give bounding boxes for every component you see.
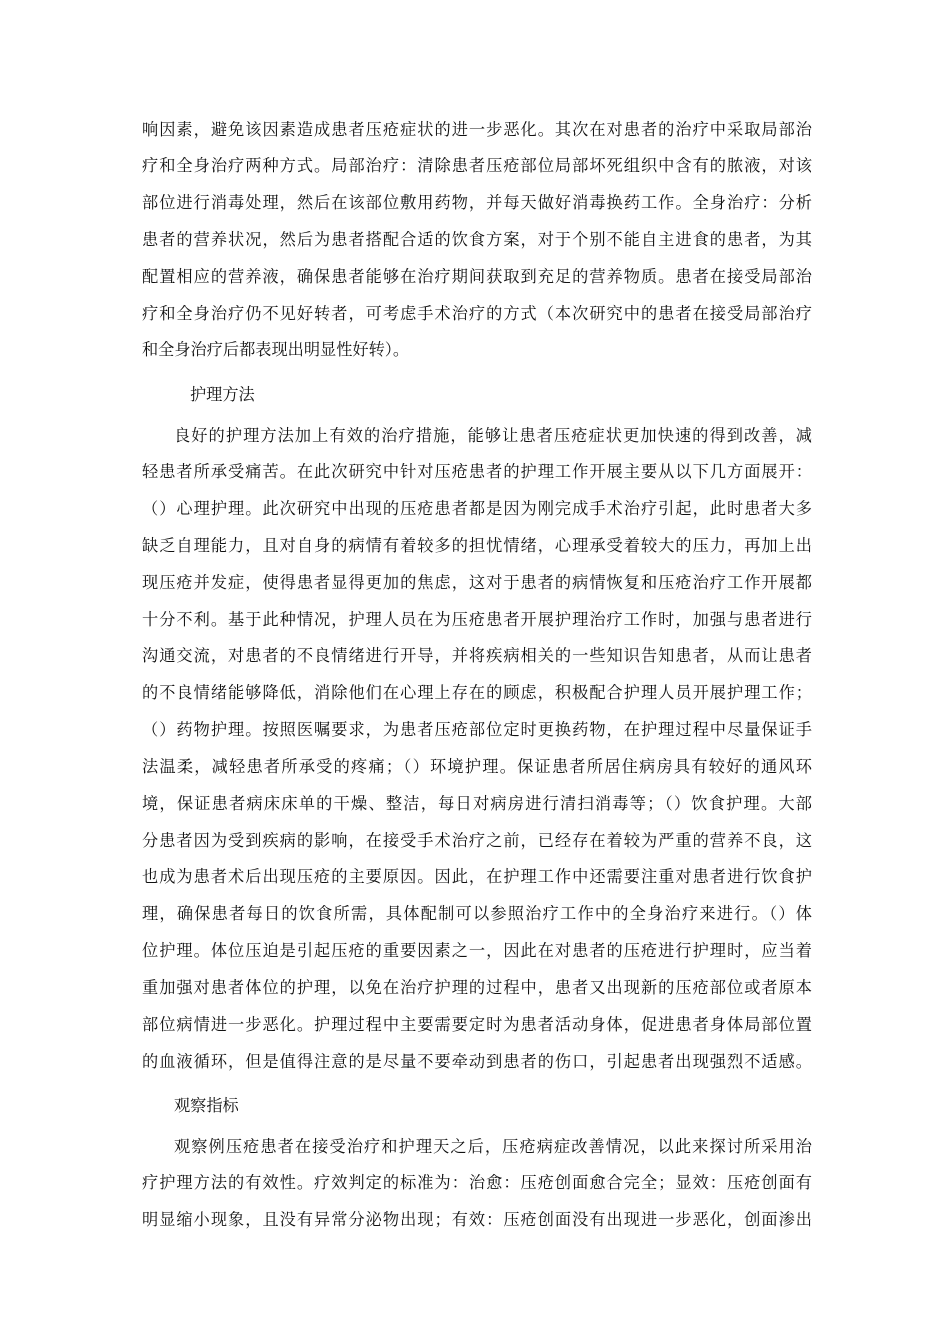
text-line: 轻患者所承受痛苦。在此次研究中针对压疮患者的护理工作开展主要从以下几方面展开： (142, 462, 812, 481)
text-line: 的血液循环，但是值得注意的是尽量不要牵动到患者的伤口，引起患者出现强烈不适感。 (142, 1052, 812, 1071)
text-line: 位护理。体位压迫是引起压疮的重要因素之一，因此在对患者的压疮进行护理时，应当着 (142, 941, 812, 960)
text-line: 部位病情进一步恶化。护理过程中主要需要定时为患者活动身体，促进患者身体局部位置 (142, 1015, 812, 1034)
text-line: 法温柔，减轻患者所承受的疼痛；（）环境护理。保证患者所居住病房具有较好的通风环 (142, 757, 812, 776)
text-line: 和全身治疗后都表现出明显性好转）。 (142, 340, 410, 359)
text-line: 疗护理方法的有效性。疗效判定的标准为：治愈：压疮创面愈合完全；显效：压疮创面有 (142, 1173, 812, 1192)
text-line: 重加强对患者体位的护理，以免在治疗护理的过程中，患者又出现新的压疮部位或者原本 (142, 978, 812, 997)
text-line: 观察例压疮患者在接受治疗和护理天之后，压疮病症改善情况，以此来探讨所采用治 (174, 1137, 812, 1156)
text-line: 明显缩小现象，且没有异常分泌物出现；有效：压疮创面没有出现进一步恶化，创面渗出 (142, 1210, 812, 1229)
text-line: 的不良情绪能够降低，消除他们在心理上存在的顾虑，积极配合护理人员开展护理工作； (142, 683, 812, 702)
text-line: 配置相应的营养液，确保患者能够在治疗期间获取到充足的营养物质。患者在接受局部治 (142, 267, 812, 286)
text-line: 沟通交流，对患者的不良情绪进行开导，并将疾病相关的一些知识告知患者，从而让患者 (142, 646, 812, 665)
text-line: 缺乏自理能力，且对自身的病情有着较多的担忧情绪，心理承受着较大的压力，再加上出 (142, 536, 812, 555)
text-line: 疗和全身治疗两种方式。局部治疗：清除患者压疮部位局部坏死组织中含有的脓液，对该 (142, 156, 812, 175)
text-line: 十分不利。基于此种情况，护理人员在为压疮患者开展护理治疗工作时，加强与患者进行 (142, 610, 812, 629)
text-line: （）药物护理。按照医嘱要求，为患者压疮部位定时更换药物，在护理过程中尽量保证手 (142, 720, 812, 739)
text-line: 响因素，避免该因素造成患者压疮症状的进一步恶化。其次在对患者的治疗中采取局部治 (142, 120, 812, 139)
text-line: 境，保证患者病床床单的干燥、整洁，每日对病房进行清扫消毒等；（）饮食护理。大部 (142, 794, 812, 813)
text-line: 现压疮并发症，使得患者显得更加的焦虑，这对于患者的病情恢复和压疮治疗工作开展都 (142, 573, 812, 592)
text-line: 分患者因为受到疾病的影响，在接受手术治疗之前，已经存在着较为严重的营养不良，这 (142, 831, 812, 850)
text-line: 疗和全身治疗仍不见好转者，可考虑手术治疗的方式（本次研究中的患者在接受局部治疗 (142, 304, 812, 323)
text-line: 患者的营养状况，然后为患者搭配合适的饮食方案，对于个别不能自主进食的患者，为其 (142, 230, 812, 249)
text-line: 良好的护理方法加上有效的治疗措施，能够让患者压疮症状更加快速的得到改善，减 (174, 426, 812, 445)
section-heading-observation: 观察指标 (174, 1096, 239, 1115)
text-line: 也成为患者术后出现压疮的主要原因。因此，在护理工作中还需要注重对患者进行饮食护 (142, 867, 812, 886)
text-line: （）心理护理。此次研究中出现的压疮患者都是因为刚完成手术治疗引起，此时患者大多 (142, 499, 812, 518)
text-line: 理，确保患者每日的饮食所需，具体配制可以参照治疗工作中的全身治疗来进行。（）体 (142, 904, 812, 923)
text-line: 部位进行消毒处理，然后在该部位敷用药物，并每天做好消毒换药工作。全身治疗：分析 (142, 193, 812, 212)
section-heading-nursing: 护理方法 (190, 385, 255, 404)
